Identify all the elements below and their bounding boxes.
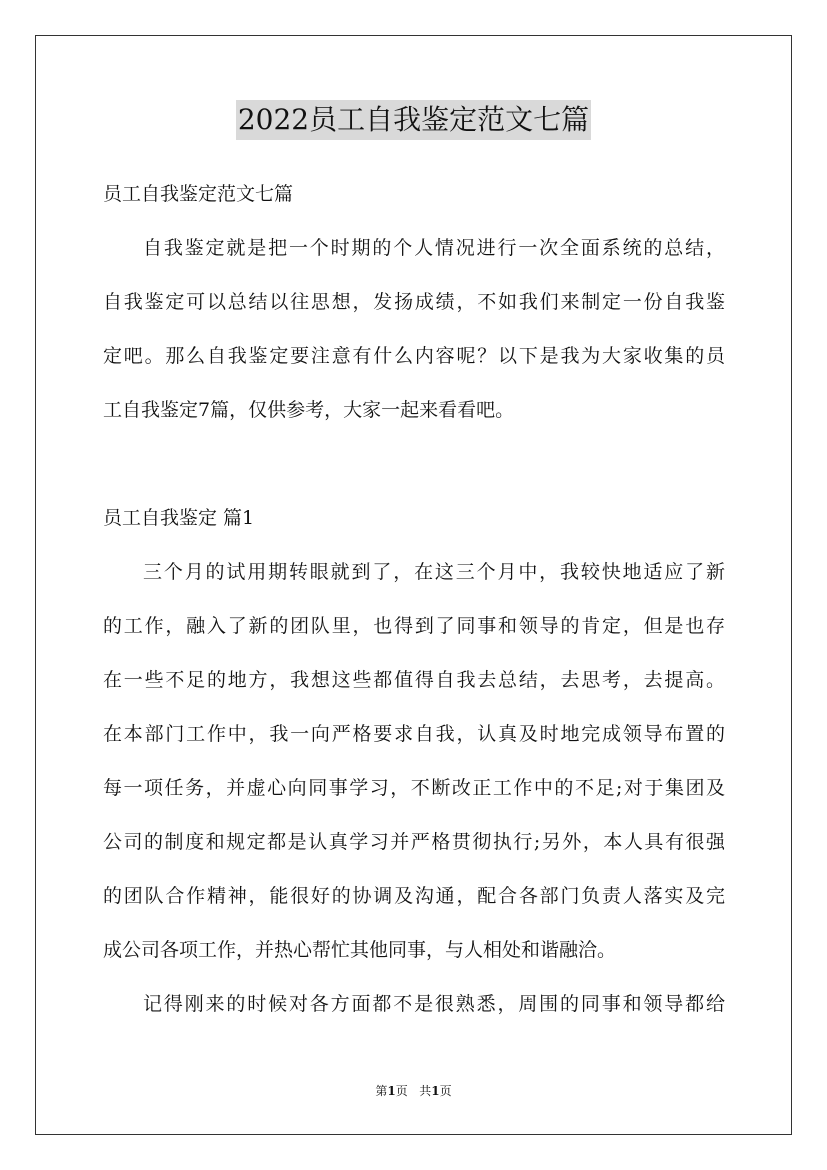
footer-total-suffix: 页 <box>439 1084 452 1098</box>
intro-line-4: 工自我鉴定7篇，仅供参考，大家一起来看看吧。 <box>103 399 515 421</box>
section1-para1-line-7: 的团队合作精神，能很好的协调及沟通，配合各部门负责人落实及完 <box>103 885 725 907</box>
section1-heading: 员工自我鉴定 篇1 <box>103 507 255 529</box>
section1-para1-line-5: 每一项任务，并虚心向同事学习，不断改正工作中的不足;对于集团及 <box>103 777 725 799</box>
document-title-wrap <box>0 100 827 140</box>
section1-para1-line-6: 公司的制度和规定都是认真学习并严格贯彻执行;另外，本人具有很强 <box>103 831 725 853</box>
section1-para2-line-1: 记得刚来的时候对各方面都不是很熟悉，周围的同事和领导都给 <box>143 993 725 1015</box>
footer-total-pages: 1 <box>431 1084 440 1098</box>
page-footer <box>0 1083 827 1099</box>
document-subtitle: 员工自我鉴定范文七篇 <box>103 183 294 205</box>
footer-page-prefix: 第 <box>375 1084 388 1098</box>
intro-line-3: 定吧。那么自我鉴定要注意有什么内容呢？以下是我为大家收集的员 <box>103 345 725 367</box>
footer-page-suffix: 页 <box>395 1084 408 1098</box>
section1-para1-line-4: 在本部门工作中，我一向严格要求自我，认真及时地完成领导布置的 <box>103 723 725 745</box>
footer-total-prefix: 共 <box>419 1084 432 1098</box>
section1-para1-line-8: 成公司各项工作，并热心帮忙其他同事，与人相处和谐融洽。 <box>103 939 617 961</box>
section1-para1-line-3: 在一些不足的地方，我想这些都值得自我去总结，去思考，去提高。 <box>103 669 725 691</box>
footer-page-number: 1 <box>387 1084 396 1098</box>
section1-para1-line-1: 三个月的试用期转眼就到了，在这三个月中，我较快地适应了新 <box>143 561 725 583</box>
section1-para1-line-2: 的工作，融入了新的团队里，也得到了同事和领导的肯定，但是也存 <box>103 615 725 637</box>
intro-line-1: 自我鉴定就是把一个时期的个人情况进行一次全面系统的总结， <box>143 237 725 259</box>
intro-line-2: 自我鉴定可以总结以往思想，发扬成绩，不如我们来制定一份自我鉴 <box>103 291 725 313</box>
document-title: 2022员工自我鉴定范文七篇 <box>236 100 591 140</box>
